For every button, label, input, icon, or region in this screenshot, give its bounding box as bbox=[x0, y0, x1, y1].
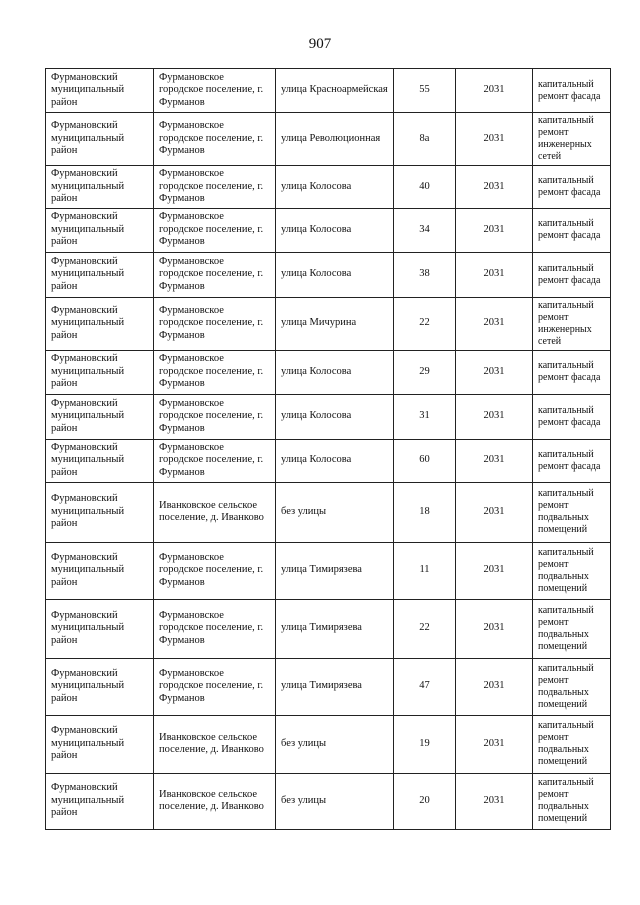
work-type-cell: капитальный ремонт подвальных помещений bbox=[533, 715, 611, 773]
district-cell: Фурмановский муниципальный район bbox=[46, 166, 154, 209]
house-number-cell: 40 bbox=[394, 166, 456, 209]
district-cell: Фурмановский муниципальный район bbox=[46, 599, 154, 658]
house-number-cell: 22 bbox=[394, 599, 456, 658]
street-cell: улица Колосова bbox=[276, 394, 394, 439]
street-cell: улица Колосова bbox=[276, 439, 394, 482]
settlement-cell: Фурмановское городское поселение, г. Фурманов bbox=[154, 166, 276, 209]
work-type-cell: капитальный ремонт подвальных помещений bbox=[533, 482, 611, 542]
district-cell: Фурмановский муниципальный район bbox=[46, 658, 154, 715]
work-type-cell: капитальный ремонт фасада bbox=[533, 166, 611, 209]
table-row bbox=[46, 542, 611, 599]
district-cell: Фурмановский муниципальный район bbox=[46, 439, 154, 482]
street-cell: без улицы bbox=[276, 715, 394, 773]
house-number-cell: 8а bbox=[394, 113, 456, 166]
table-row bbox=[46, 350, 611, 394]
repair-schedule-table bbox=[45, 68, 611, 830]
year-cell: 2031 bbox=[456, 208, 533, 252]
table-row bbox=[46, 773, 611, 829]
year-cell: 2031 bbox=[456, 439, 533, 482]
page-number: 907 bbox=[308, 36, 332, 52]
work-type-cell: капитальный ремонт фасада bbox=[533, 69, 611, 113]
district-cell: Фурмановский муниципальный район bbox=[46, 113, 154, 166]
street-cell: без улицы bbox=[276, 773, 394, 829]
district-cell: Фурмановский муниципальный район bbox=[46, 394, 154, 439]
table-row bbox=[46, 482, 611, 542]
street-cell: без улицы bbox=[276, 482, 394, 542]
street-cell: улица Революционная bbox=[276, 113, 394, 166]
work-type-cell: капитальный ремонт фасада bbox=[533, 394, 611, 439]
year-cell: 2031 bbox=[456, 773, 533, 829]
year-cell: 2031 bbox=[456, 715, 533, 773]
table-row bbox=[46, 208, 611, 252]
house-number-cell: 19 bbox=[394, 715, 456, 773]
table-row bbox=[46, 599, 611, 658]
year-cell: 2031 bbox=[456, 599, 533, 658]
work-type-cell: капитальный ремонт фасада bbox=[533, 208, 611, 252]
house-number-cell: 29 bbox=[394, 350, 456, 394]
house-number-cell: 31 bbox=[394, 394, 456, 439]
year-cell: 2031 bbox=[456, 166, 533, 209]
street-cell: улица Колосова bbox=[276, 350, 394, 394]
year-cell: 2031 bbox=[456, 69, 533, 113]
settlement-cell: Фурмановское городское поселение, г. Фурманов bbox=[154, 69, 276, 113]
settlement-cell: Иванковское сельское поселение, д. Иванково bbox=[154, 482, 276, 542]
street-cell: улица Красноармейская bbox=[276, 69, 394, 113]
work-type-cell: капитальный ремонт фасада bbox=[533, 439, 611, 482]
settlement-cell: Фурмановское городское поселение, г. Фурманов bbox=[154, 439, 276, 482]
settlement-cell: Фурмановское городское поселение, г. Фурманов bbox=[154, 252, 276, 297]
table-row bbox=[46, 113, 611, 166]
year-cell: 2031 bbox=[456, 482, 533, 542]
street-cell: улица Мичурина bbox=[276, 297, 394, 350]
district-cell: Фурмановский муниципальный район bbox=[46, 297, 154, 350]
table-body bbox=[46, 69, 611, 830]
settlement-cell: Фурмановское городское поселение, г. Фурманов bbox=[154, 542, 276, 599]
house-number-cell: 18 bbox=[394, 482, 456, 542]
street-cell: улица Тимирязева bbox=[276, 599, 394, 658]
table-row bbox=[46, 715, 611, 773]
settlement-cell: Фурмановское городское поселение, г. Фурманов bbox=[154, 599, 276, 658]
work-type-cell: капитальный ремонт инженерных сетей bbox=[533, 297, 611, 350]
year-cell: 2031 bbox=[456, 394, 533, 439]
house-number-cell: 20 bbox=[394, 773, 456, 829]
work-type-cell: капитальный ремонт инженерных сетей bbox=[533, 113, 611, 166]
district-cell: Фурмановский муниципальный район bbox=[46, 252, 154, 297]
house-number-cell: 47 bbox=[394, 658, 456, 715]
year-cell: 2031 bbox=[456, 542, 533, 599]
table-row bbox=[46, 439, 611, 482]
settlement-cell: Фурмановское городское поселение, г. Фурманов bbox=[154, 208, 276, 252]
house-number-cell: 34 bbox=[394, 208, 456, 252]
work-type-cell: капитальный ремонт фасада bbox=[533, 350, 611, 394]
table-row bbox=[46, 69, 611, 113]
house-number-cell: 55 bbox=[394, 69, 456, 113]
settlement-cell: Фурмановское городское поселение, г. Фурманов bbox=[154, 394, 276, 439]
table-row bbox=[46, 297, 611, 350]
table-row bbox=[46, 166, 611, 209]
table-row bbox=[46, 252, 611, 297]
settlement-cell: Фурмановское городское поселение, г. Фурманов bbox=[154, 350, 276, 394]
district-cell: Фурмановский муниципальный район bbox=[46, 542, 154, 599]
work-type-cell: капитальный ремонт подвальных помещений bbox=[533, 658, 611, 715]
table-row bbox=[46, 658, 611, 715]
table-row bbox=[46, 394, 611, 439]
street-cell: улица Колосова bbox=[276, 208, 394, 252]
district-cell: Фурмановский муниципальный район bbox=[46, 715, 154, 773]
year-cell: 2031 bbox=[456, 658, 533, 715]
district-cell: Фурмановский муниципальный район bbox=[46, 208, 154, 252]
district-cell: Фурмановский муниципальный район bbox=[46, 350, 154, 394]
settlement-cell: Иванковское сельское поселение, д. Иванково bbox=[154, 773, 276, 829]
settlement-cell: Фурмановское городское поселение, г. Фурманов bbox=[154, 297, 276, 350]
street-cell: улица Тимирязева bbox=[276, 542, 394, 599]
work-type-cell: капитальный ремонт подвальных помещений bbox=[533, 773, 611, 829]
street-cell: улица Колосова bbox=[276, 252, 394, 297]
district-cell: Фурмановский муниципальный район bbox=[46, 482, 154, 542]
year-cell: 2031 bbox=[456, 297, 533, 350]
house-number-cell: 38 bbox=[394, 252, 456, 297]
district-cell: Фурмановский муниципальный район bbox=[46, 773, 154, 829]
district-cell: Фурмановский муниципальный район bbox=[46, 69, 154, 113]
work-type-cell: капитальный ремонт фасада bbox=[533, 252, 611, 297]
work-type-cell: капитальный ремонт подвальных помещений bbox=[533, 542, 611, 599]
house-number-cell: 22 bbox=[394, 297, 456, 350]
year-cell: 2031 bbox=[456, 113, 533, 166]
settlement-cell: Фурмановское городское поселение, г. Фурманов bbox=[154, 113, 276, 166]
street-cell: улица Тимирязева bbox=[276, 658, 394, 715]
house-number-cell: 11 bbox=[394, 542, 456, 599]
settlement-cell: Иванковское сельское поселение, д. Иванково bbox=[154, 715, 276, 773]
year-cell: 2031 bbox=[456, 252, 533, 297]
settlement-cell: Фурмановское городское поселение, г. Фурманов bbox=[154, 658, 276, 715]
house-number-cell: 60 bbox=[394, 439, 456, 482]
work-type-cell: капитальный ремонт подвальных помещений bbox=[533, 599, 611, 658]
street-cell: улица Колосова bbox=[276, 166, 394, 209]
year-cell: 2031 bbox=[456, 350, 533, 394]
